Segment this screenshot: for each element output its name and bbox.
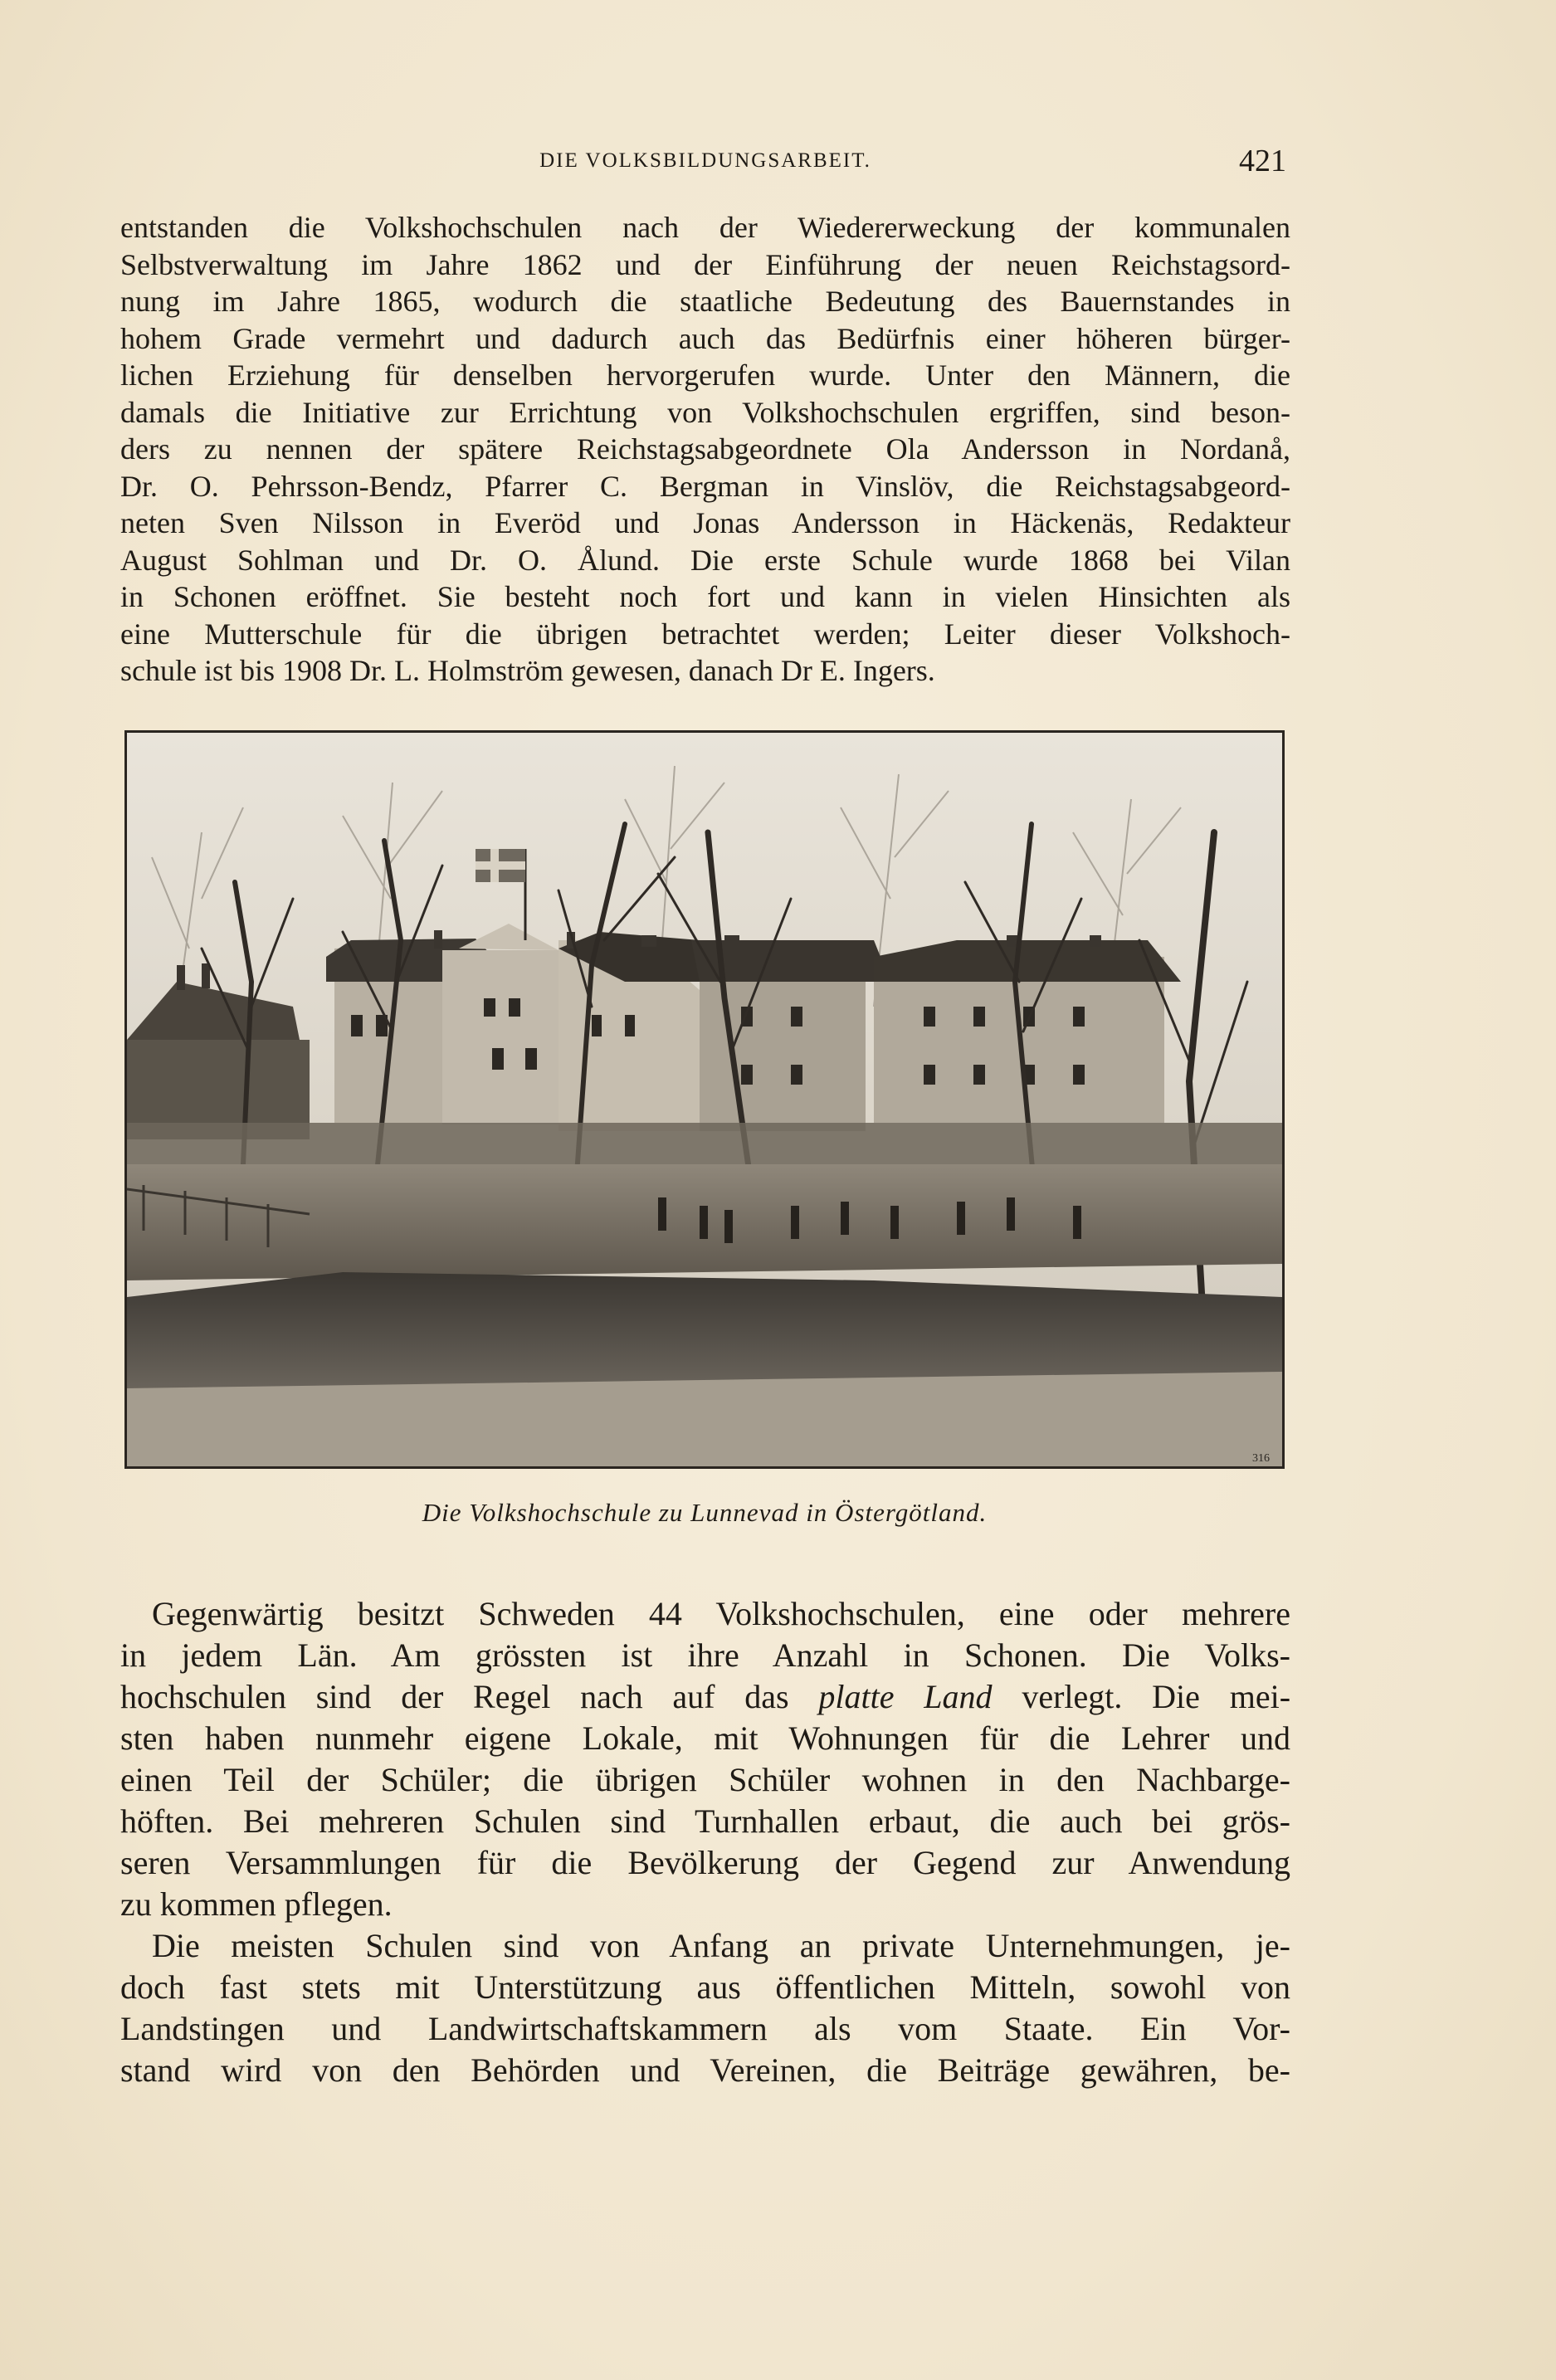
text-line: August Sohlman und Dr. O. Ålund. Die erste Schule wurde 1868 bei Vilan xyxy=(120,543,1290,577)
paragraph-1 xyxy=(120,209,1290,690)
running-head xyxy=(124,143,1286,184)
text-line: zu kommen pflegen. xyxy=(120,1885,393,1923)
text-line: Landstingen und Landwirtschaftskammern als vom Staate. Ein Vor- xyxy=(120,2010,1290,2047)
emphasis-text: platte Land xyxy=(818,1678,993,1715)
text-line: eine Mutterschule für die übrigen betrachtet werden; Leiter dieser Volkshoch- xyxy=(120,617,1290,651)
text-line: sten haben nunmehr eigene Lokale, mit Wohnungen für die Lehrer und xyxy=(120,1719,1290,1757)
paragraph-2 xyxy=(120,1593,1290,1925)
text-line: stand wird von den Behörden und Vereinen, die Beiträge gewähren, be- xyxy=(120,2051,1290,2089)
text-line: neten Sven Nilsson in Everöd und Jonas Andersson in Häckenäs, Redakteur xyxy=(120,506,1290,539)
school-photograph xyxy=(124,730,1285,1469)
text-line: in jedem Län. Am grössten ist ihre Anzahl in Schonen. Die Volks- xyxy=(120,1636,1290,1674)
text-line: doch fast stets mit Unterstützung aus öffentlichen Mitteln, sowohl von xyxy=(120,1968,1290,2006)
text-line: ders zu nennen der spätere Reichstagsabgeordnete Ola Andersson in Nordanå, xyxy=(120,432,1290,466)
text-line: Selbstverwaltung im Jahre 1862 und der Einführung der neuen Reichstagsord- xyxy=(120,247,1290,281)
text-line: Die meisten Schulen sind von Anfang an private Unternehmungen, je- xyxy=(152,1927,1290,1964)
page-number: 421 xyxy=(1239,144,1286,178)
photograph-illustration xyxy=(127,733,1282,1466)
text-line: höften. Bei mehreren Schulen sind Turnhallen erbaut, die auch bei grös- xyxy=(120,1802,1290,1840)
text-line: hohem Grade vermehrt und dadurch auch das Bedürfnis einer höheren bürger- xyxy=(120,321,1290,355)
plate-number: 316 xyxy=(1252,1452,1270,1465)
text-line: Dr. O. Pehrsson-Bendz, Pfarrer C. Bergman in Vinslöv, die Reichstagsabgeord- xyxy=(120,469,1290,503)
text-run: hochschulen sind der Regel nach auf das xyxy=(120,1678,819,1715)
text-line xyxy=(120,1676,1290,1718)
text-line: seren Versammlungen für die Bevölkerung der Gegend zur Anwendung xyxy=(120,1844,1290,1881)
text-line: entstanden die Volkshochschulen nach der Wiedererweckung der kommunalen xyxy=(120,211,1290,244)
text-line: Gegenwärtig besitzt Schweden 44 Volkshochschulen, eine oder mehrere xyxy=(152,1595,1290,1632)
running-title: DIE VOLKSBILDUNGSARBEIT. xyxy=(539,149,871,172)
paragraph-3 xyxy=(120,1925,1290,2091)
figure-caption: Die Volkshochschule zu Lunnevad in Östergötland. xyxy=(422,1498,988,1527)
text-line: nung im Jahre 1865, wodurch die staatliche Bedeutung des Bauernstandes in xyxy=(120,285,1290,318)
text-run: verlegt. Die mei- xyxy=(992,1678,1291,1715)
text-line: in Schonen eröffnet. Sie besteht noch fort und kann in vielen Hinsichten als xyxy=(120,580,1290,613)
text-line: lichen Erziehung für denselben hervorgerufen wurde. Unter den Männern, die xyxy=(120,358,1290,392)
text-line: schule ist bis 1908 Dr. L. Holmström gewesen, danach Dr E. Ingers. xyxy=(120,654,935,687)
text-line: damals die Initiative zur Errichtung von Volkshochschulen ergriffen, sind beson- xyxy=(120,395,1290,429)
text-line: einen Teil der Schüler; die übrigen Schüler wohnen in den Nachbarge- xyxy=(120,1761,1290,1798)
